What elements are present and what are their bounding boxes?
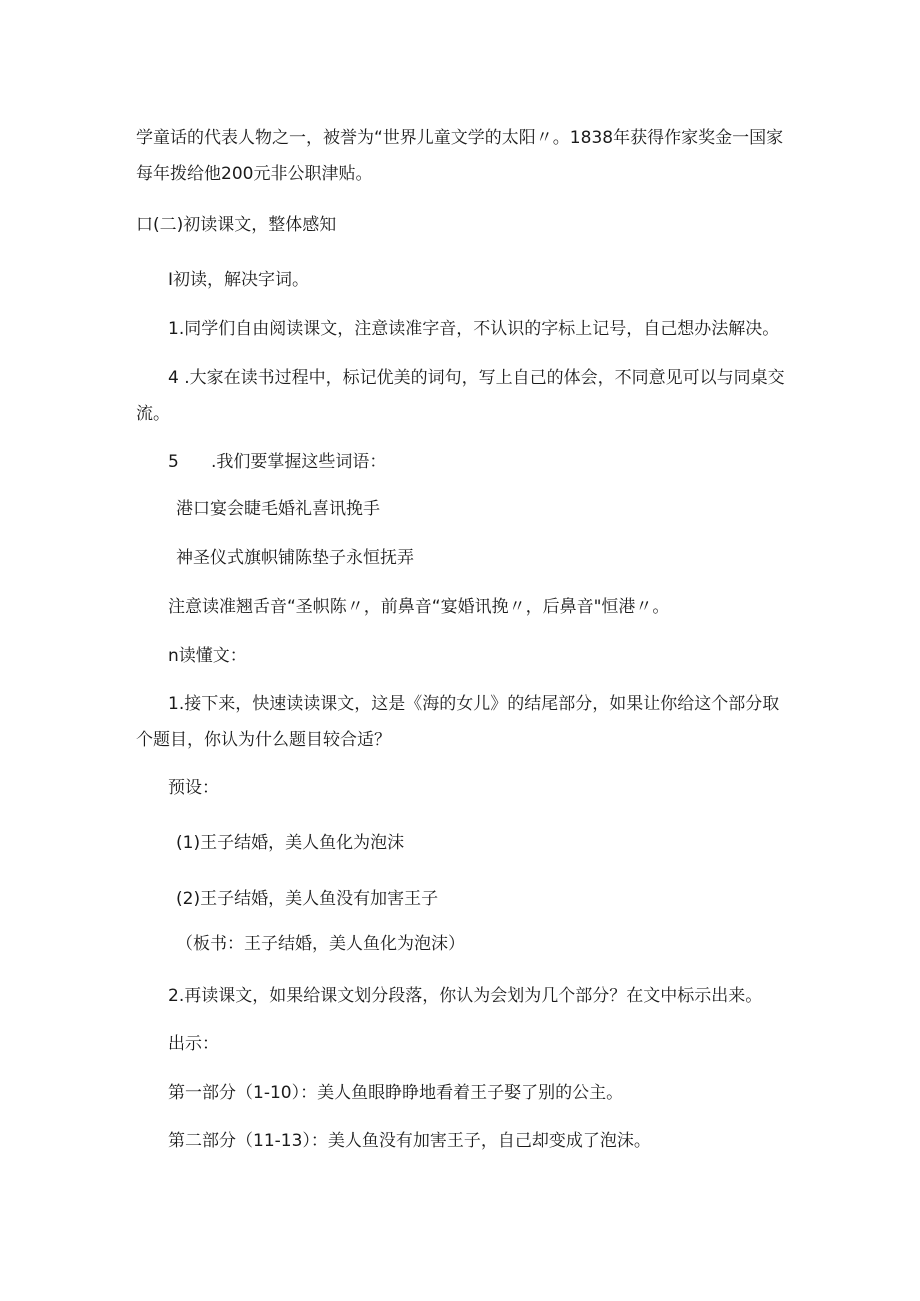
part2-item-1-line-1: 1.接下来，快速读读课文，这是《海的女儿》的结尾部分，如果让你给这个部分取: [168, 694, 780, 714]
preset-option-1: (1)王子结婚，美人鱼化为泡沫: [176, 833, 405, 853]
section-division-1: 第一部分（1-10）：美人鱼眼睁睁地看着王子娶了别的公主。: [168, 1083, 624, 1103]
part1-item-5-number: 5: [168, 452, 179, 472]
show-label: 出示：: [168, 1034, 219, 1054]
part1-title: I初读，解决字词。: [168, 270, 310, 290]
vocabulary-line-2: 神圣仪式旗帜铺陈垫子永恒抚弄: [176, 548, 414, 568]
preset-label: 预设：: [168, 778, 219, 798]
part2-title: n读懂文：: [168, 646, 247, 666]
pronunciation-note: 注意读准翘舌音“圣帜陈〃，前鼻音“宴婚讯挽〃，后鼻音"恒港〃。: [168, 597, 670, 617]
intro-line-1: 学童话的代表人物之一，被誉为“世界儿童文学的太阳〃。1838年获得作家奖金一国家: [136, 128, 784, 148]
part2-item-2: 2.再读课文，如果给课文划分段落，你认为会划为几个部分？在文中标示出来。: [168, 986, 763, 1006]
section-heading: 口(二)初读课文，整体感知: [136, 215, 337, 235]
vocabulary-line-1: 港口宴会睫毛婚礼喜讯挽手: [176, 499, 380, 519]
section-division-2: 第二部分（11-13）：美人鱼没有加害王子，自己却变成了泡沫。: [168, 1131, 651, 1151]
part1-item-5-text: .我们要掌握这些词语：: [211, 452, 387, 472]
part1-item-4-line-2: 流。: [136, 404, 170, 424]
part1-item-1: 1.同学们自由阅读课文，注意读准字音，不认识的字标上记号，自己想办法解决。: [168, 319, 780, 339]
intro-line-2: 每年拨给他200元非公职津贴。: [136, 164, 373, 184]
part1-item-4-line-1: 4 .大家在读书过程中，标记优美的词句，写上自己的体会，不同意见可以与同桌交: [168, 368, 785, 388]
preset-option-2: (2)王子结婚，美人鱼没有加害王子: [176, 889, 439, 909]
part2-item-1-line-2: 个题目，你认为什么题目较合适？: [136, 730, 391, 750]
blackboard-note: （板书：王子结婚，美人鱼化为泡沫）: [176, 934, 465, 954]
